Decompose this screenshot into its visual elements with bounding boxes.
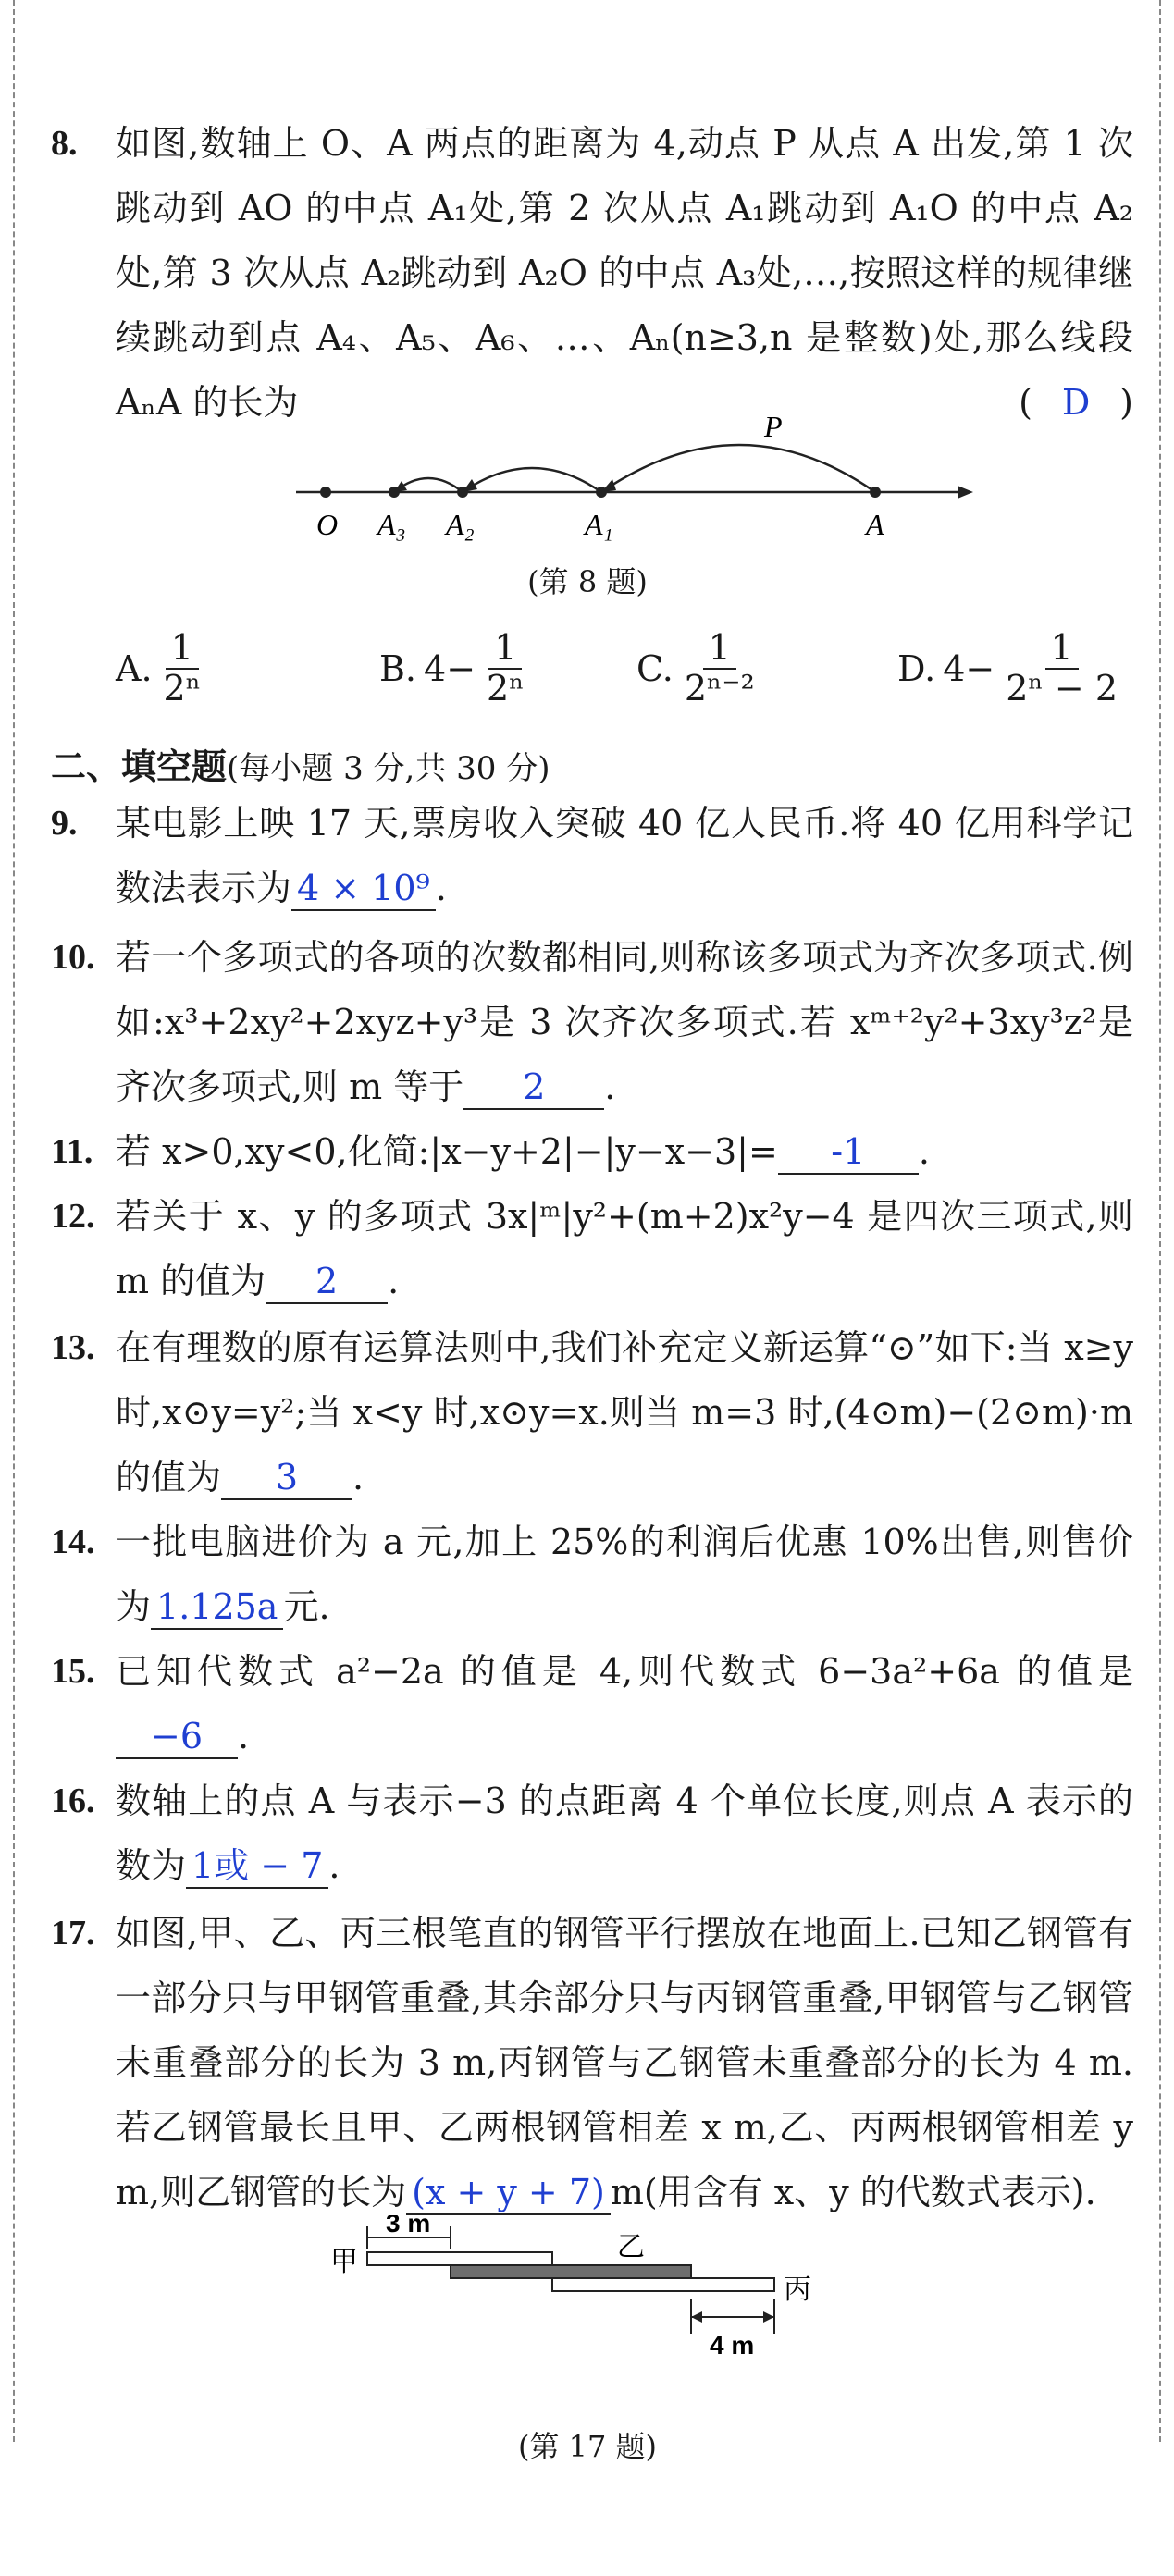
pipe-yi (451, 2265, 691, 2278)
question-13-tail: . (352, 1457, 365, 1498)
question-text (116, 1769, 1133, 1898)
pipe-bing (552, 2278, 774, 2291)
option-b (379, 629, 530, 709)
answer-blank: 4 × 10⁹ (291, 867, 436, 911)
dim-4m-arrow-left (691, 2311, 702, 2323)
fraction-numerator: 1 (703, 629, 736, 670)
option-d (897, 629, 1123, 709)
pipe-jia (367, 2252, 552, 2265)
question-15-text: 已知代数式 a²−2a 的值是 4,则代数式 6−3a²+6a 的值是 (116, 1651, 1133, 1692)
option-c-label: C. (636, 647, 674, 689)
question-10-text: 若一个多项式的各项的次数都相同,则称该多项式为齐次多项式.例如:x³+2xy²+2xyz+y³是 3 次齐次多项式.若 xᵐ⁺²y²+3xy³z²是齐次多项式,则 m 等于 (116, 937, 1133, 1107)
right-dashed-border (1159, 0, 1161, 2442)
question-text (116, 925, 1133, 1119)
label-P: P (764, 410, 783, 443)
label-A2: A₂ (446, 508, 475, 541)
question-9-text: 某电影上映 17 天,票房收入突破 40 亿人民币.将 40 亿用科学记数法表示为 (116, 803, 1133, 908)
answer-choice: D (1061, 382, 1091, 423)
question-number: 10. (51, 938, 95, 977)
question-10-tail: . (604, 1066, 616, 1107)
question-12-tail: . (388, 1261, 400, 1301)
option-b-fraction (481, 629, 530, 709)
label-A1: A₁ (585, 508, 613, 541)
question-17-tail: m(用含有 x、y 的代数式表示). (610, 2172, 1096, 2212)
option-b-label: B. (379, 647, 417, 689)
jump-arc-1 (601, 445, 875, 492)
question-15-tail: . (238, 1716, 250, 1756)
paren-close: ) (1119, 382, 1133, 423)
jump-arrow-1 (601, 479, 616, 492)
question-17-text: 如图,甲、乙、丙三根笔直的钢管平行摆放在地面上.已知乙钢管有一部分只与甲钢管重叠,其余部分只与丙钢管重叠,甲钢管与乙钢管未重叠部分的长为 3 m,丙钢管与乙钢管未重叠部分的长为 4 m.若乙钢管最长且甲、乙两根钢管相差 x m,乙、丙两根钢管相差 y m,则乙钢管的长为 (116, 1913, 1133, 2212)
option-a-fraction (158, 629, 207, 709)
section-header (51, 738, 550, 789)
question-text (116, 1901, 1133, 2225)
question-17 (51, 1901, 1133, 2225)
answer-blank: 2 (266, 1260, 388, 1304)
jump-arc-2 (463, 468, 601, 492)
number-line-figure (278, 407, 981, 546)
fraction-numerator: 1 (166, 629, 199, 670)
question-15 (51, 1639, 1133, 1769)
question-text (116, 1639, 1133, 1769)
question-number: 12. (51, 1197, 95, 1236)
question-12-text: 若关于 x、y 的多项式 3x|ᵐ|y²+(m+2)x²y−4 是四次三项式,则 m 的值为 (116, 1196, 1133, 1301)
figure-17-caption: (第 17 题) (517, 2429, 658, 2464)
question-16-text: 数轴上的点 A 与表示−3 的点距离 4 个单位长度,则点 A 表示的数为 (116, 1781, 1133, 1886)
option-b-prefix: 4− (424, 647, 476, 689)
question-text (116, 111, 1133, 435)
dim-4m-arrow-right (763, 2311, 774, 2323)
question-number: 9. (51, 804, 78, 843)
label-yi: 乙 (617, 2231, 645, 2263)
question-13-text: 在有理数的原有运算法则中,我们补充定义新运算“⊙”如下:当 x≥y 时,x⊙y=y²;当 x<y 时,x⊙y=x.则当 m=3 时,(4⊙m)−(2⊙m)·m 的值为 (116, 1327, 1133, 1498)
question-14 (51, 1510, 1133, 1639)
question-number: 8. (51, 124, 78, 163)
option-d-prefix: 4− (943, 647, 995, 689)
question-number: 15. (51, 1652, 95, 1691)
label-O: O (316, 508, 339, 541)
label-A: A (866, 508, 884, 541)
question-number: 16. (51, 1781, 95, 1820)
answer-blank: 2 (463, 1066, 604, 1110)
question-11-text: 若 x>0,xy<0,化简:|x−y+2|−|y−x−3|= (116, 1131, 778, 1172)
question-number: 17. (51, 1914, 95, 1953)
fraction-denominator: 2ⁿ (487, 667, 525, 709)
fraction-denominator: 2ⁿ − 2 (1006, 667, 1118, 709)
axis-arrow (958, 486, 973, 499)
question-8 (51, 111, 1133, 435)
section-title: 二、填空题 (51, 746, 228, 787)
question-text (116, 1184, 1133, 1313)
option-a (116, 629, 206, 709)
question-9 (51, 791, 1133, 920)
jump-arrow-3 (394, 481, 407, 492)
question-11-tail: . (918, 1131, 930, 1172)
question-text (116, 1315, 1133, 1510)
jump-arrow-2 (463, 479, 477, 492)
answer-blank: -1 (778, 1130, 919, 1175)
question-text (116, 791, 1133, 920)
question-number: 13. (51, 1328, 95, 1367)
left-dashed-border (13, 0, 15, 2442)
option-a-label: A. (116, 647, 153, 689)
question-11 (51, 1119, 1133, 1184)
answer-blank: (x + y + 7) (406, 2171, 611, 2215)
answer-parens (1019, 370, 1133, 435)
answer-blank: 1或 − 7 (186, 1844, 328, 1889)
option-d-fraction (1000, 629, 1123, 709)
fraction-numerator: 1 (1045, 629, 1079, 670)
option-c-fraction (679, 629, 760, 709)
question-text (116, 1119, 1133, 1184)
label-jia: 甲 (330, 2246, 358, 2278)
answer-blank: −6 (116, 1715, 238, 1759)
answer-blank: 3 (221, 1456, 352, 1500)
question-9-tail: . (435, 868, 447, 908)
question-number: 11. (51, 1132, 93, 1171)
paren-open: ( (1019, 382, 1032, 423)
question-12 (51, 1184, 1133, 1313)
fraction-denominator: 2ⁿ (163, 667, 202, 709)
label-bing: 丙 (784, 2274, 811, 2306)
label-A3: A₃ (377, 508, 406, 541)
question-14-text: 一批电脑进价为 a 元,加上 25%的利润后优惠 10%出售,则售价为 (116, 1522, 1133, 1627)
question-text (116, 1510, 1133, 1639)
figure-8-caption: (第 8 题) (527, 564, 648, 599)
fraction-numerator: 1 (488, 629, 522, 670)
dim-3m-label: 3 m (386, 2215, 431, 2237)
option-c (636, 629, 760, 709)
point-O (320, 487, 331, 498)
section-note: (每小题 3 分,共 30 分) (227, 750, 550, 787)
answer-blank: 1.125a (151, 1585, 283, 1630)
question-16-tail: . (328, 1845, 340, 1886)
option-d-label: D. (897, 647, 936, 689)
question-14-tail: 元. (283, 1586, 330, 1627)
question-number: 14. (51, 1522, 95, 1561)
question-8-text: 如图,数轴上 O、A 两点的距离为 4,动点 P 从点 A 出发,第 1 次跳动到 AO 的中点 A₁处,第 2 次从点 A₁跳动到 A₁O 的中点 A₂处,第 3 次从点 A₂跳动到 A₂O 的中点 A₃处,…,按照这样的规律继续跳动到点 A₄、A₅、A₆、…、Aₙ(n≥3,n 是整数)处,那么线段 AₙA 的长为 (116, 123, 1133, 423)
fraction-denominator: 2ⁿ⁻² (684, 667, 755, 709)
question-13 (51, 1315, 1133, 1510)
question-16 (51, 1769, 1133, 1898)
dim-4m-label: 4 m (710, 2331, 755, 2360)
question-10 (51, 925, 1133, 1119)
steel-pipe-figure (328, 2215, 847, 2400)
